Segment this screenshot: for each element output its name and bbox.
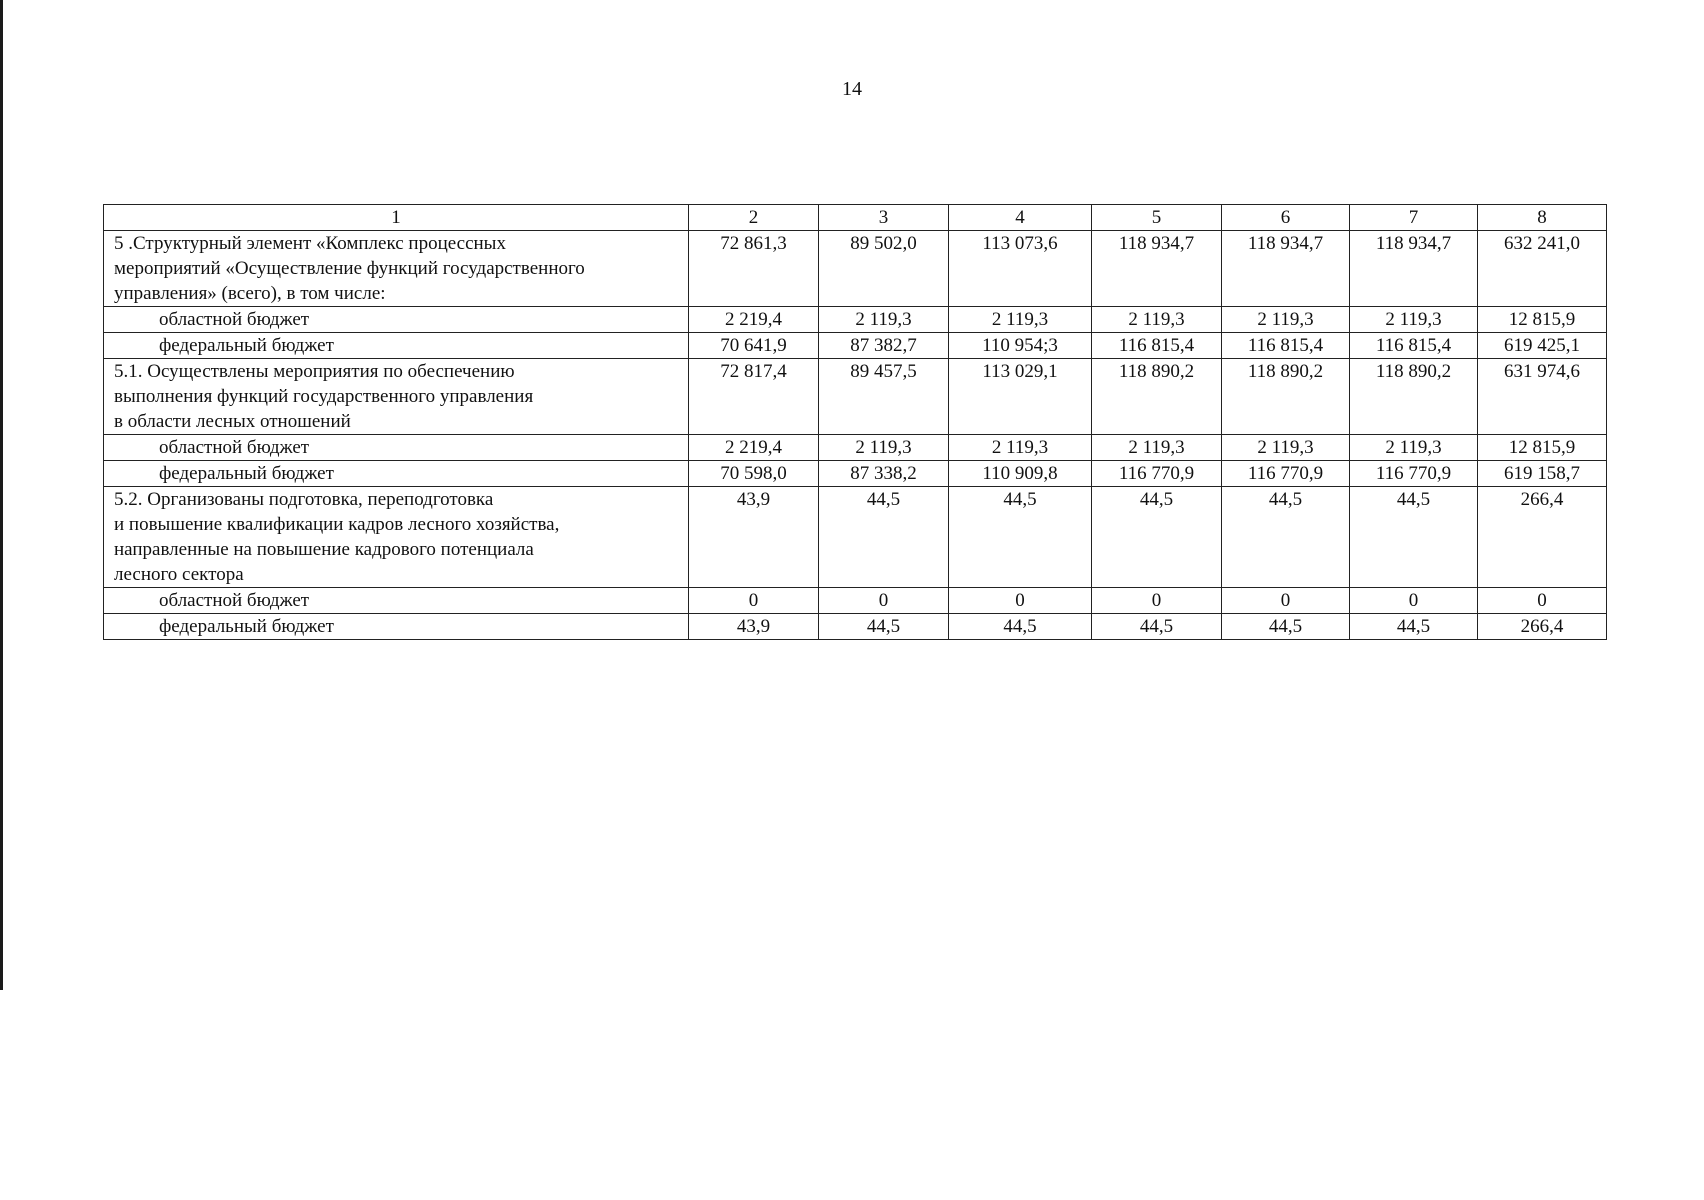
table-cell: 44,5 xyxy=(1092,614,1222,640)
table-cell: 2 119,3 xyxy=(1222,435,1350,461)
table-cell: 113 029,1 xyxy=(949,359,1092,435)
table-cell: 631 974,6 xyxy=(1478,359,1607,435)
table-cell: 118 934,7 xyxy=(1350,231,1478,307)
budget-table xyxy=(103,204,1607,640)
row-label: федеральный бюджет xyxy=(104,614,689,640)
table-row xyxy=(104,435,1607,461)
table-cell: 44,5 xyxy=(1350,487,1478,588)
table-cell: 110 909,8 xyxy=(949,461,1092,487)
table-cell: 116 770,9 xyxy=(1222,461,1350,487)
table-cell: 0 xyxy=(1092,588,1222,614)
table-cell: 12 815,9 xyxy=(1478,307,1607,333)
table-cell: 118 890,2 xyxy=(1222,359,1350,435)
row-label-line: выполнения функций государственного управления xyxy=(114,386,534,407)
table-cell: 43,9 xyxy=(689,614,819,640)
table-cell: 2 119,3 xyxy=(819,435,949,461)
table-cell: 116 815,4 xyxy=(1222,333,1350,359)
table-cell: 0 xyxy=(1478,588,1607,614)
row-label-line: управления» (всего), в том числе: xyxy=(114,283,386,304)
table-cell: 118 890,2 xyxy=(1092,359,1222,435)
column-header: 2 xyxy=(689,205,819,231)
table-cell: 87 338,2 xyxy=(819,461,949,487)
table-cell: 2 119,3 xyxy=(819,307,949,333)
table-cell: 89 502,0 xyxy=(819,231,949,307)
table-cell: 2 119,3 xyxy=(949,307,1092,333)
table-cell: 44,5 xyxy=(1092,487,1222,588)
column-header: 7 xyxy=(1350,205,1478,231)
table-cell: 44,5 xyxy=(1222,614,1350,640)
table-cell: 72 817,4 xyxy=(689,359,819,435)
table-cell: 266,4 xyxy=(1478,614,1607,640)
table-header-row xyxy=(104,205,1607,231)
table-cell: 2 119,3 xyxy=(1092,435,1222,461)
row-label: областной бюджет xyxy=(104,435,689,461)
table-cell: 44,5 xyxy=(1222,487,1350,588)
column-header: 3 xyxy=(819,205,949,231)
row-label-line: лесного сектора xyxy=(114,564,244,585)
table-cell: 44,5 xyxy=(819,614,949,640)
table-row xyxy=(104,333,1607,359)
table-cell: 87 382,7 xyxy=(819,333,949,359)
table-cell: 0 xyxy=(819,588,949,614)
column-header: 4 xyxy=(949,205,1092,231)
table-cell: 0 xyxy=(949,588,1092,614)
table-row xyxy=(104,231,1607,307)
table-cell: 632 241,0 xyxy=(1478,231,1607,307)
table-cell: 116 815,4 xyxy=(1092,333,1222,359)
table-cell: 619 158,7 xyxy=(1478,461,1607,487)
page-number: 14 xyxy=(842,78,862,100)
table-cell: 44,5 xyxy=(1350,614,1478,640)
table-row xyxy=(104,461,1607,487)
row-label: областной бюджет xyxy=(104,307,689,333)
column-header: 8 xyxy=(1478,205,1607,231)
table-cell: 116 815,4 xyxy=(1350,333,1478,359)
column-header: 1 xyxy=(104,205,689,231)
table-cell: 113 073,6 xyxy=(949,231,1092,307)
table-cell: 89 457,5 xyxy=(819,359,949,435)
table-cell: 0 xyxy=(1350,588,1478,614)
table-cell: 116 770,9 xyxy=(1350,461,1478,487)
table-cell: 70 598,0 xyxy=(689,461,819,487)
table-cell: 2 119,3 xyxy=(949,435,1092,461)
row-label xyxy=(104,231,689,307)
row-label: областной бюджет xyxy=(104,588,689,614)
row-label-line: 5.2. Организованы подготовка, переподготовка xyxy=(114,489,494,510)
table-row xyxy=(104,487,1607,588)
column-header: 5 xyxy=(1092,205,1222,231)
row-label-line: в области лесных отношений xyxy=(114,411,351,432)
table-cell: 12 815,9 xyxy=(1478,435,1607,461)
table-cell: 118 934,7 xyxy=(1092,231,1222,307)
table-cell: 116 770,9 xyxy=(1092,461,1222,487)
table-cell: 2 119,3 xyxy=(1222,307,1350,333)
row-label-line: 5 .Структурный элемент «Комплекс процессных xyxy=(114,233,506,254)
table-cell: 44,5 xyxy=(949,614,1092,640)
table-row xyxy=(104,307,1607,333)
column-header: 6 xyxy=(1222,205,1350,231)
row-label xyxy=(104,359,689,435)
row-label-line: и повышение квалификации кадров лесного хозяйства, xyxy=(114,514,560,535)
table-cell: 2 219,4 xyxy=(689,435,819,461)
scan-left-edge xyxy=(0,0,3,990)
row-label-line: мероприятий «Осуществление функций государственного xyxy=(114,258,585,279)
table-cell: 2 119,3 xyxy=(1092,307,1222,333)
table-cell: 2 119,3 xyxy=(1350,435,1478,461)
row-label xyxy=(104,487,689,588)
table-cell: 44,5 xyxy=(949,487,1092,588)
table-row xyxy=(104,588,1607,614)
table-cell: 118 934,7 xyxy=(1222,231,1350,307)
table-cell: 0 xyxy=(689,588,819,614)
row-label-line: 5.1. Осуществлены мероприятия по обеспечению xyxy=(114,361,515,382)
table-cell: 72 861,3 xyxy=(689,231,819,307)
row-label: федеральный бюджет xyxy=(104,333,689,359)
row-label-line: направленные на повышение кадрового потенциала xyxy=(114,539,534,560)
table-row xyxy=(104,359,1607,435)
table-cell: 44,5 xyxy=(819,487,949,588)
table-cell: 118 890,2 xyxy=(1350,359,1478,435)
table-cell: 619 425,1 xyxy=(1478,333,1607,359)
table-cell: 43,9 xyxy=(689,487,819,588)
table-cell: 2 219,4 xyxy=(689,307,819,333)
table-cell: 70 641,9 xyxy=(689,333,819,359)
table-cell: 0 xyxy=(1222,588,1350,614)
table-cell: 2 119,3 xyxy=(1350,307,1478,333)
row-label: федеральный бюджет xyxy=(104,461,689,487)
table-cell: 266,4 xyxy=(1478,487,1607,588)
table-row xyxy=(104,614,1607,640)
table-cell: 110 954;3 xyxy=(949,333,1092,359)
